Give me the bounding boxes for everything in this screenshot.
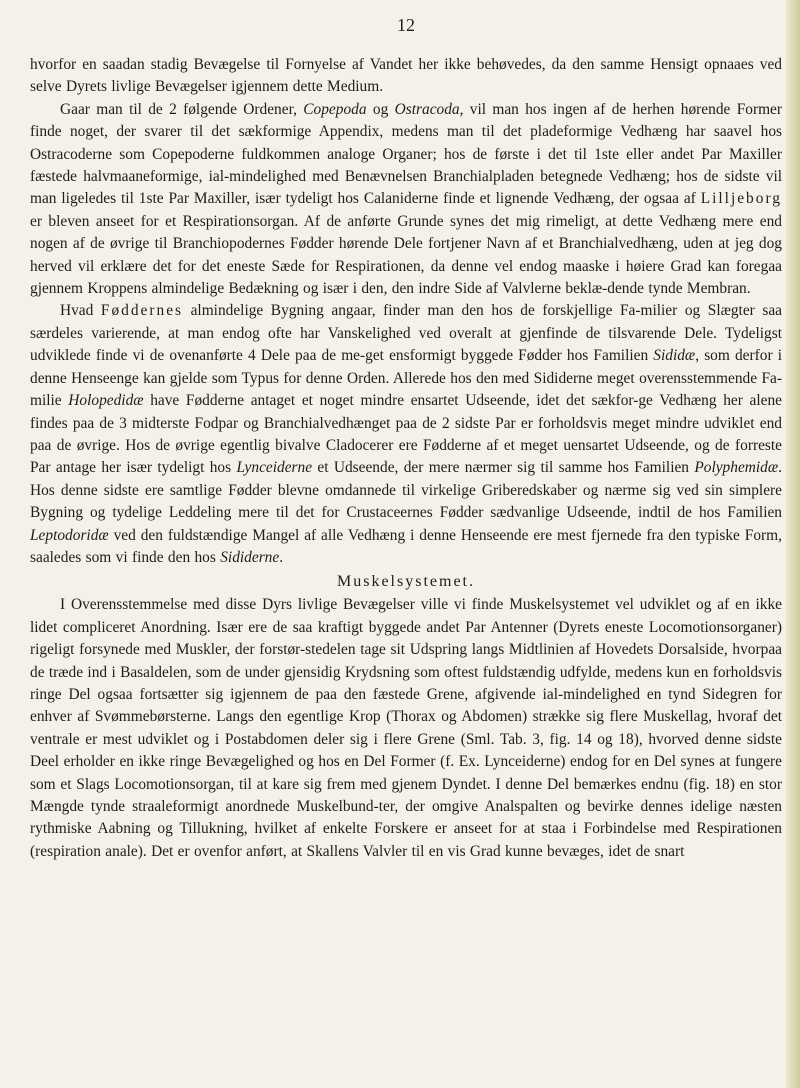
paragraph-4: I Overensstemmelse med disse Dyrs livlige Bevægelser ville vi finde Muskelsystemet vel udviklet og af en ikke lidet compliceret Anordning. Især ere de saa kraftigt byggede andet Par Antenner (Dyrets eneste Locomotionsorganer) rigeligt forsynede med Muskler, der forstør-stedelen tage sit Udspring langs Midtlinien af Hovedets Dorsalside, hvorpaa de træde ind i Basaldelen, som de under gjensidig Krydsning som oftest fuldstændig udfylde, medens kun en forholdsvis ringe Del ogsaa fortsætter sig igjennem de paa den fæstede Grene, afgivende ial-mindelighed en tynd Sidegren for enhver af Svømmebørsterne. Langs den egentlige Krop (Thorax og Abdomen) strække sig flere Muskellag, hvoraf det ventrale er mest udviklet og i Postabdomen deler sig i flere Grene (Sml. Tab. 3, fig. 14 og 18), hvorved denne sidste Deel erholder en ikke ringe Bevægelighed og hos en Del Former (f. Ex. Lynceiderne) endog for en Del synes at fungere som et Slags Locomotionsorgan, til at kare sig frem med gjenem Dyndet. I denne Del bemærkes endnu (fig. 18) en stor Mængde tynde straaleformigt anordnede Muskelbund-ter, der omgive Analspalten og bevirke dennes idelige næsten rythmiske Aabning og Tillukning, hvilket af enkelte Forskere er anseet for at staa i Forbindelse med Respirationen (respiration anale). Det er ovenfor anført, at Skallens Valvler til en vis Grad kunne bevæges, idet de snart bbox=[30, 596, 782, 860]
term-ostracoda: Ostracoda bbox=[394, 100, 460, 118]
page-edge bbox=[786, 0, 800, 1088]
text-run: , vil man hos ingen af de herhen hørende Former finde noget, der svarer til det sækformige Appendix, medens man til det pladeformige Vedhæng har saavel hos Ostracoderne som Copepoderne fuldkommen analoge Organer; hos de første i det til 1ste eller andet Par Maxiller fæstede halvmaaneformige, ial-mindelighed med Benævnelsen Branchialpladen betegnede Vedhæng; hos de sidste vil man ligeledes til 1ste Par Maxiller, især tydeligt hos Calaniderne finde et lignende Vedhæng, der ogsaa af bbox=[30, 100, 782, 208]
text-run: . bbox=[279, 548, 284, 566]
term-sididerne: Sididerne bbox=[220, 548, 280, 566]
term-polyphemidae: Polyphemidæ bbox=[694, 459, 779, 477]
page-number: 12 bbox=[397, 15, 415, 35]
term-copepoda: Copepoda bbox=[303, 100, 367, 118]
text-run: . Hos denne sidste ere samtlige Fødder blevne omdannede til virkelige Griberedskaber og nærme sig ved sin simplere Bygning og tydelige Leddeling mere til det for Crustaceernes Fødder sædvanlige Udseende, indtil de hos Familien bbox=[30, 459, 782, 522]
text-run: Hvad bbox=[60, 302, 101, 320]
term-leptodoridae: Leptodoridæ bbox=[30, 526, 109, 544]
text-run: Gaar man til de 2 følgende Ordener, bbox=[60, 100, 304, 118]
paragraph-3 bbox=[30, 300, 782, 569]
paragraph-1: hvorfor en saadan stadig Bevægelse til Fornyelse af Vandet her ikke behøvedes, da den samme Hensigt opnaaes ved selve Dyrets livlige Bevægelser igjennem dette Medium. bbox=[30, 56, 782, 96]
text-run: have Fødderne antaget et noget mindre ensartet Udseende, idet det sækfor-ge Vedhæng her alene findes paa de 3 midterste Fodpar og Branchialvedhænget paa de 2 sidste Par er forholdsvis meget mindre udviklet end paa de øvrige. Hos de øvrige egentlig bivalve Cladocerer ere Fødderne af et meget uensartet Udseende, og de forreste Par antage her især tydeligt hos bbox=[30, 392, 782, 477]
text-run: er bleven anseet for et Respirationsorgan. Af de anførte Grunde synes det mig rimeligt, at dette Vedhæng mere end nogen af de øvrige til Branchiopodernes Fødder hørende Dele fortjener Navn af et Branchialvedhæng, uden at jeg dog herved vil erklære det for det eneste Sæde for Respirationen, da denne vel endog maaske i høiere Grad kan foregaa gjennem Kroppens almindelige Bedækning og især i den, den indre Side af Valvlerne beklæ-dende tynde Membran. bbox=[30, 212, 782, 298]
text-run: almindelige Bygning angaar, finder man den hos de forskjellige Fa-milier og Slægter saa særdeles varierende, at man endog ofte har Vanskelighed ved overalt at gjenfinde de tilsvarende Dele. Tydeligst udviklede finde vi de ovenanførte 4 Dele paa de me-get ensformigt byggede Fødder hos Familien bbox=[30, 302, 782, 365]
text-run: og bbox=[366, 100, 395, 118]
text-run: et Udseende, der mere nærmer sig til samme hos Familien bbox=[312, 459, 695, 477]
term-sididae: Sididæ bbox=[653, 347, 696, 365]
paragraph-2 bbox=[30, 99, 782, 301]
term-holopedidae: Holopedidæ bbox=[68, 392, 144, 410]
book-page bbox=[30, 14, 782, 863]
text-run: ved den fuldstændige Mangel af alle Vedhæng i denne Henseende ere mest fjernede fra den typiske Form, saaledes som vi finde den hos bbox=[30, 526, 782, 566]
term-foddernes: Føddernes bbox=[100, 302, 184, 320]
term-lynceiderne: Lynceiderne bbox=[236, 459, 313, 477]
section-heading: Muskelsystemet. bbox=[337, 573, 475, 591]
author-lilljeborg: Lilljeborg bbox=[700, 190, 782, 208]
text-run: , som derfor i denne Henseenge kan gjelde som Typus for denne Orden. Allerede hos den med Sididerne meget overensstemmende Fa-milie bbox=[30, 347, 783, 410]
